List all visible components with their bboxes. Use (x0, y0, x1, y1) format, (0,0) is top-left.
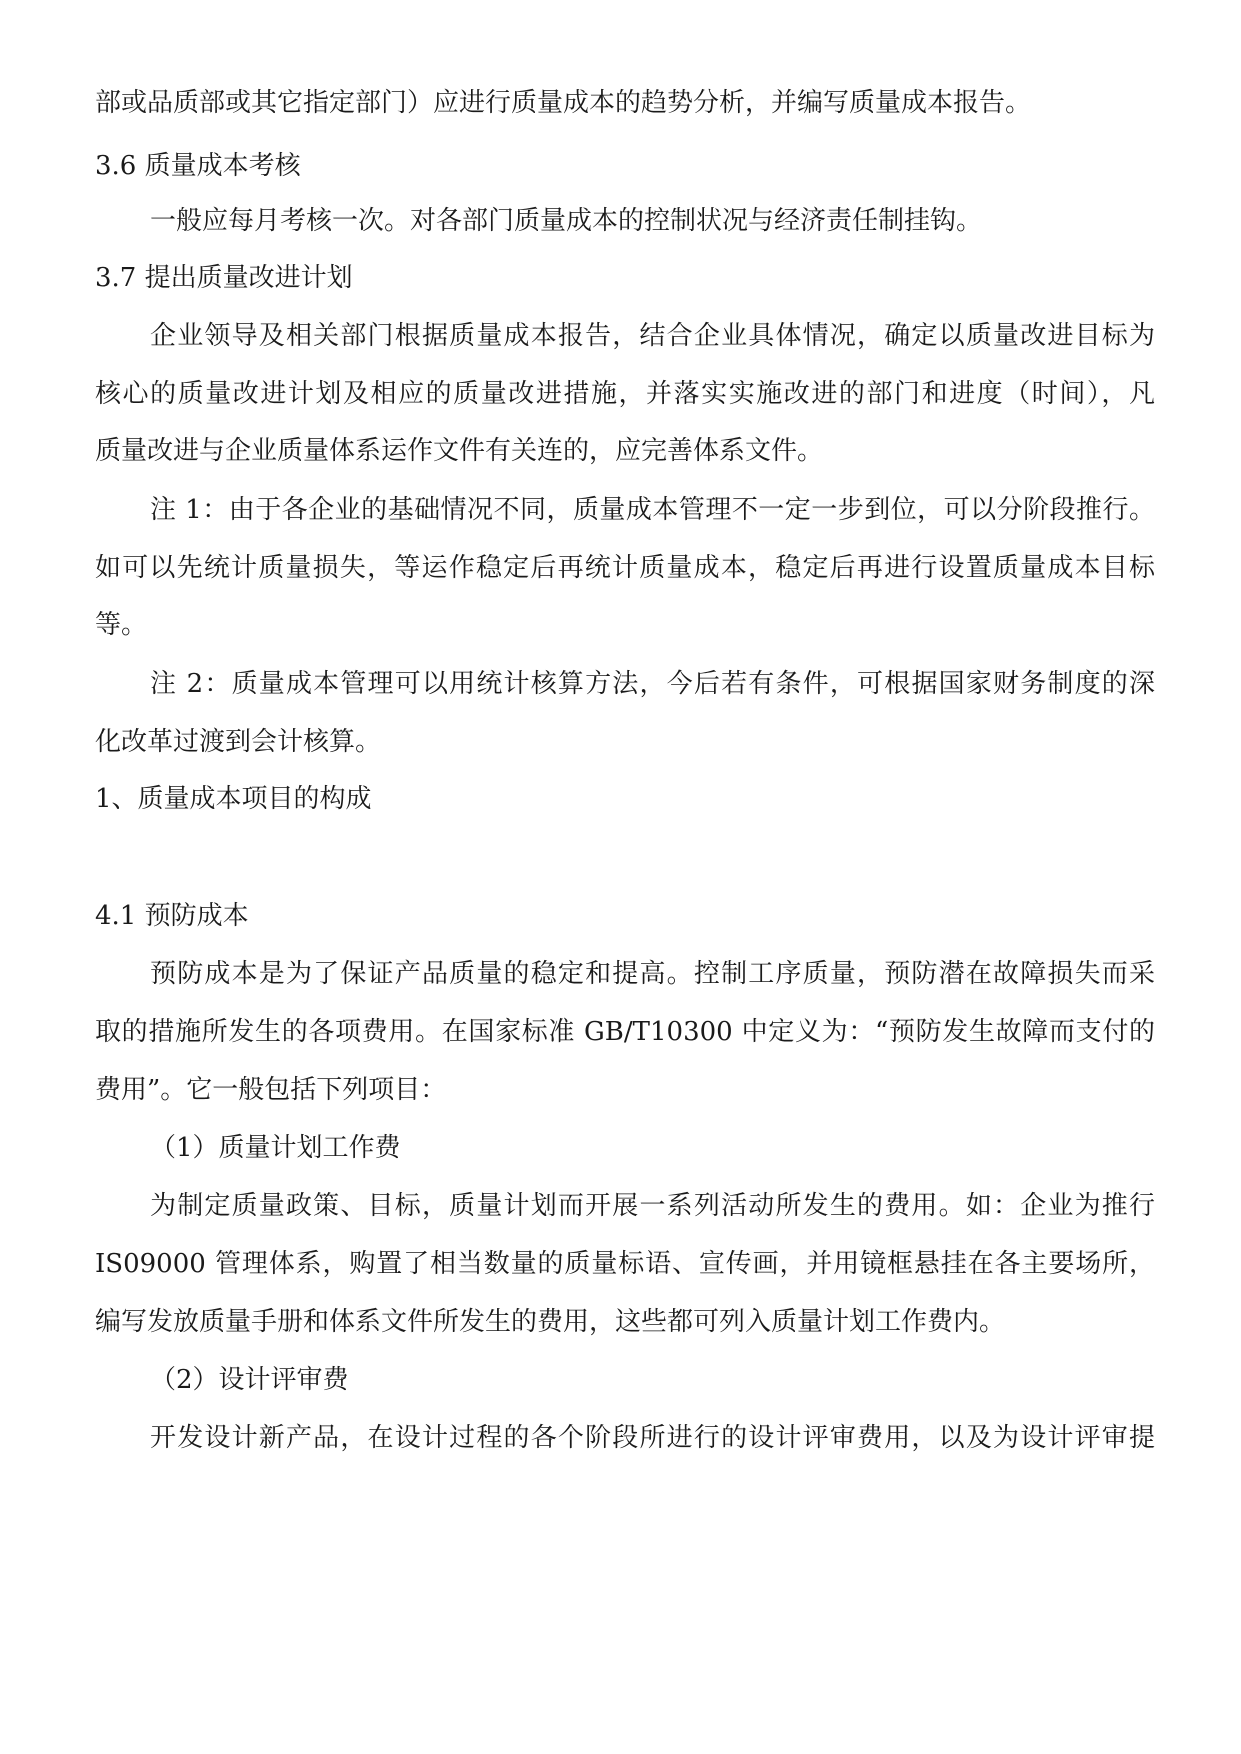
note-1-line-2: 如可以先统计质量损失，等运作稳定后再统计质量成本，稳定后再进行设置质量成本目标 (95, 553, 1155, 583)
text-line-16: 取的措施所发生的各项费用。在国家标准 GB/T10300 中定义为：“预防发生故障而支付的 (95, 1017, 1155, 1047)
note-2-line-1: 注 2：质量成本管理可以用统计核算方法，今后若有条件，可根据国家财务制度的深 (150, 669, 1155, 699)
note-1-line-1: 注 1：由于各企业的基础情况不同，质量成本管理不一定一步到位，可以分阶段推行。 (150, 495, 1155, 525)
text-line-21: 编写发放质量手册和体系文件所发生的费用，这些都可列入质量计划工作费内。 (95, 1307, 1006, 1337)
text-line-23: 开发设计新产品，在设计过程的各个阶段所进行的设计评审费用，以及为设计评审提 (150, 1423, 1155, 1453)
section-heading-4-1: 4.1 预防成本 (95, 901, 249, 931)
text-line-6: 核心的质量改进计划及相应的质量改进措施，并落实实施改进的部门和进度（时间），凡 (95, 379, 1155, 409)
text-line-19: 为制定质量政策、目标，质量计划而开展一系列活动所发生的费用。如：企业为推行 (150, 1191, 1155, 1221)
note-1-line-3: 等。 (95, 610, 148, 640)
item-heading-2: （2）设计评审费 (150, 1365, 349, 1395)
text-line-5: 企业领导及相关部门根据质量成本报告，结合企业具体情况，确定以质量改进目标为 (150, 321, 1155, 351)
item-heading-1: （1）质量计划工作费 (150, 1133, 401, 1163)
section-heading-3-7: 3.7 提出质量改进计划 (95, 263, 353, 293)
note-2-line-2: 化改革过渡到会计核算。 (95, 727, 382, 757)
section-heading-1: 1、质量成本项目的构成 (95, 784, 372, 814)
text-line-17: 费用”。它一般包括下列项目： (95, 1075, 447, 1105)
section-heading-3-6: 3.6 质量成本考核 (95, 151, 301, 181)
text-line-15: 预防成本是为了保证产品质量的稳定和提高。控制工序质量，预防潜在故障损失而采 (150, 959, 1155, 989)
text-line-7: 质量改进与企业质量体系运作文件有关连的，应完善体系文件。 (95, 436, 824, 466)
text-line-1: 部或品质部或其它指定部门）应进行质量成本的趋势分析，并编写质量成本报告。 (95, 88, 1032, 118)
text-line-3: 一般应每月考核一次。对各部门质量成本的控制状况与经济责任制挂钩。 (150, 206, 983, 236)
text-line-20: IS09000 管理体系，购置了相当数量的质量标语、宣传画，并用镜框悬挂在各主要场所， (95, 1249, 1155, 1279)
